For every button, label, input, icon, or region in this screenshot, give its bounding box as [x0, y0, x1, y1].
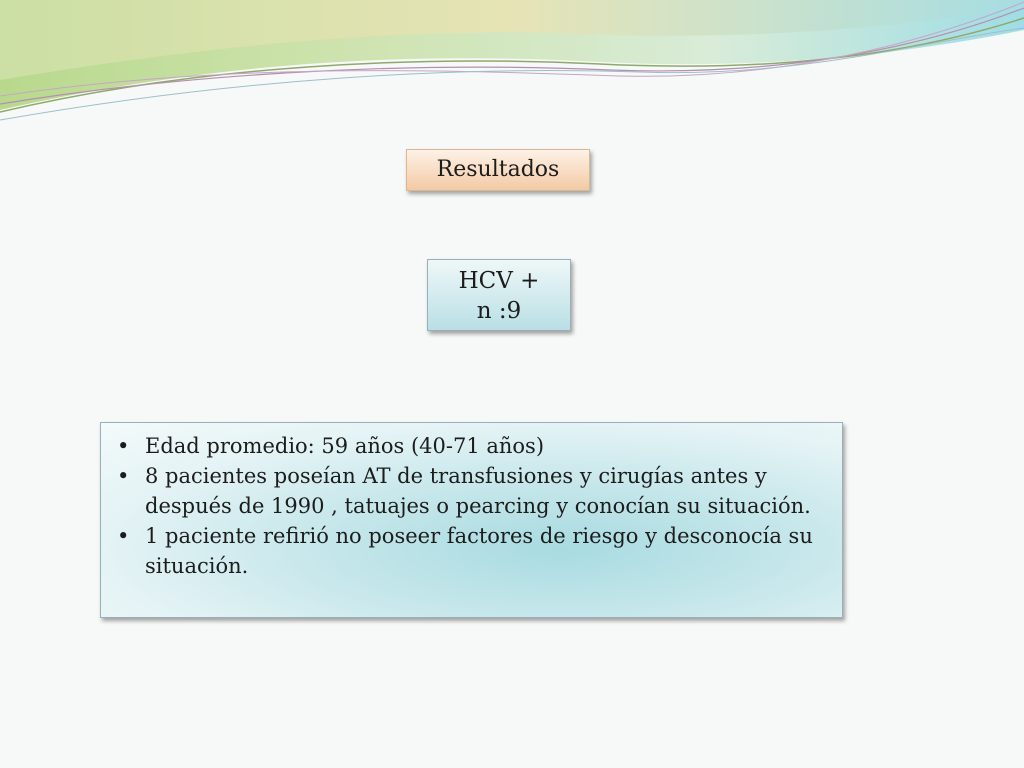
hcv-label: HCV +	[458, 268, 540, 294]
slide-title: Resultados	[436, 157, 560, 182]
findings-list	[117, 431, 822, 581]
findings-box	[100, 422, 843, 618]
finding-item	[117, 431, 822, 461]
finding-item	[117, 521, 822, 581]
finding-text: 1 paciente refirió no poseer factores de riesgo y desconocía su situación.	[145, 524, 813, 578]
slide-title-box	[406, 149, 590, 191]
bullet-icon: •	[117, 524, 130, 548]
bullet-icon: •	[117, 434, 130, 458]
decorative-wave-banner	[0, 0, 1024, 140]
finding-text: Edad promedio: 59 años (40-71 años)	[145, 434, 545, 458]
hcv-count: n :9	[476, 298, 522, 324]
finding-text: 8 pacientes poseían AT de transfusiones y cirugías antes y después de 1990 , tatuajes o pearcing y conocían su situación.	[145, 464, 811, 518]
bullet-icon: •	[117, 464, 130, 488]
hcv-count-box	[427, 259, 571, 331]
finding-item	[117, 461, 822, 521]
